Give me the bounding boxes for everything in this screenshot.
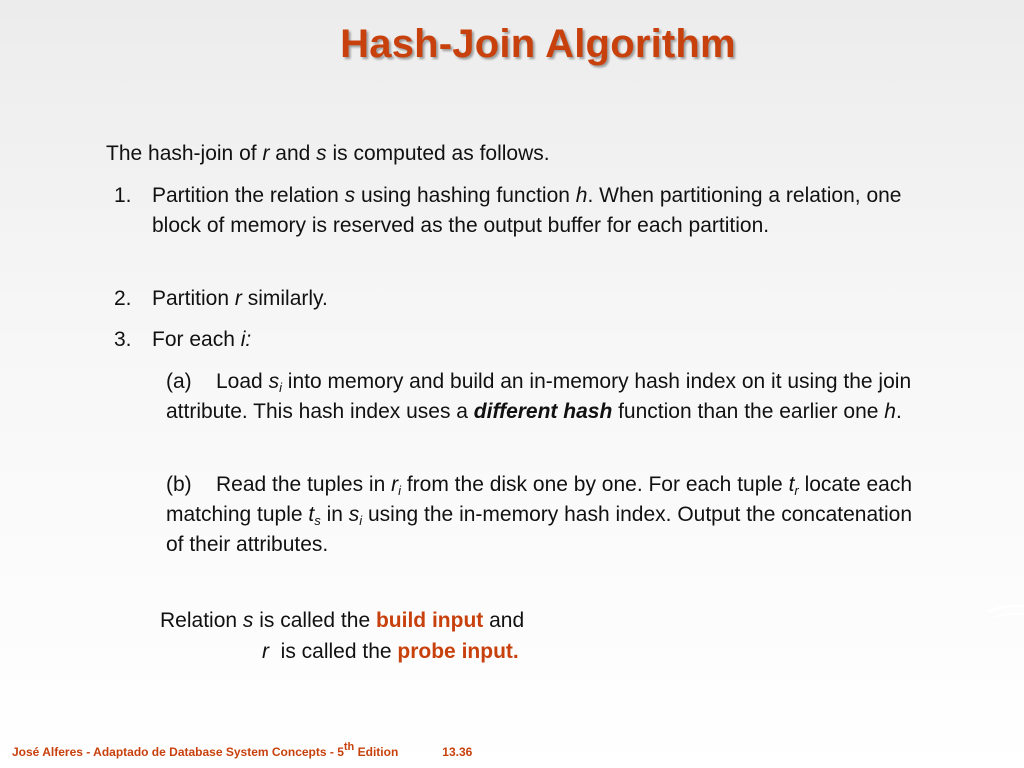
subscript-i: i (279, 380, 282, 395)
step-text (152, 181, 942, 241)
var-r: r (262, 640, 269, 663)
substep-b (166, 470, 926, 560)
var-r: r (234, 287, 242, 310)
slide-title: Hash-Join Algorithm (340, 22, 736, 66)
step-text-part: similarly. (241, 287, 328, 310)
probe-input-term: probe input. (397, 640, 519, 663)
step-text (152, 325, 942, 355)
substep-label: (a) (166, 370, 192, 393)
step-text-part: Partition the relation (152, 184, 345, 207)
footer-superscript: th (343, 741, 355, 753)
substep-a (166, 367, 926, 427)
step-text (152, 284, 942, 314)
step-text-part: . When partitioning a relation, one block of memory is reserved as the output buffer for each partition. (152, 184, 902, 237)
subscript-i: i (398, 483, 402, 498)
substep-text-part: Load (216, 370, 269, 393)
var-r: r (262, 142, 270, 165)
intro-text-part: The hash-join of (106, 142, 263, 165)
var-s: s (242, 609, 254, 632)
subscript-r: r (794, 483, 799, 498)
substep-text-part: from the disk one by one. For each tuple (401, 473, 789, 496)
substep-text-part: function than the earlier one (612, 400, 885, 423)
intro-text-part: and (269, 142, 317, 165)
relation-line-2 (262, 637, 519, 667)
step-number: 1. (114, 184, 132, 207)
substep-text-part: in (320, 503, 349, 526)
var-h: h (884, 400, 896, 423)
relation-text-part: Relation (160, 609, 243, 632)
substep-text-part: . (895, 400, 902, 423)
var-s: s (344, 184, 356, 207)
relation-text-part: is called the (253, 609, 376, 632)
decorative-swoosh-graphic (988, 600, 1024, 624)
relation-line-1 (160, 606, 524, 636)
var-h: h (575, 184, 588, 207)
var-t: t (308, 503, 315, 526)
footer-text: José Alferes - Adaptado de Database System Concepts - 5 (12, 745, 344, 759)
substep-text-part: locate each matching tuple (166, 473, 912, 526)
page-number: 13.36 (442, 745, 473, 759)
step-number: 2. (114, 287, 132, 310)
substep-text-part: Read the tuples in (216, 473, 392, 496)
var-s: s (316, 142, 327, 165)
step-number: 3. (114, 328, 132, 351)
footer-edition: Edition (354, 745, 399, 759)
relation-text-part: and (483, 609, 525, 632)
build-input-term: build input (375, 609, 484, 632)
step-text-part: Partition (152, 287, 235, 310)
var-s: s (348, 503, 360, 526)
relation-text-part: is called the (269, 640, 398, 663)
var-r: r (391, 473, 399, 496)
substep-label: (b) (166, 473, 192, 496)
subscript-i: i (359, 513, 363, 528)
emphasis-different-hash: different hash (473, 400, 613, 423)
intro-text (106, 139, 550, 169)
slide-footer (12, 741, 473, 759)
var-t: t (788, 473, 795, 496)
step-text-part: using hashing function (355, 184, 576, 207)
intro-text-part: is computed as follows. (326, 142, 550, 165)
var-i: i: (240, 328, 252, 351)
subscript-s: s (314, 513, 321, 528)
step-text-part: For each (152, 328, 241, 351)
substep-text-part: into memory and build an in-memory hash index on it using the join attribute. This hash index uses a (166, 370, 912, 423)
substep-text-part: using the in-memory hash index. Output the concatenation of their attributes. (166, 503, 912, 556)
var-s: s (268, 370, 280, 393)
